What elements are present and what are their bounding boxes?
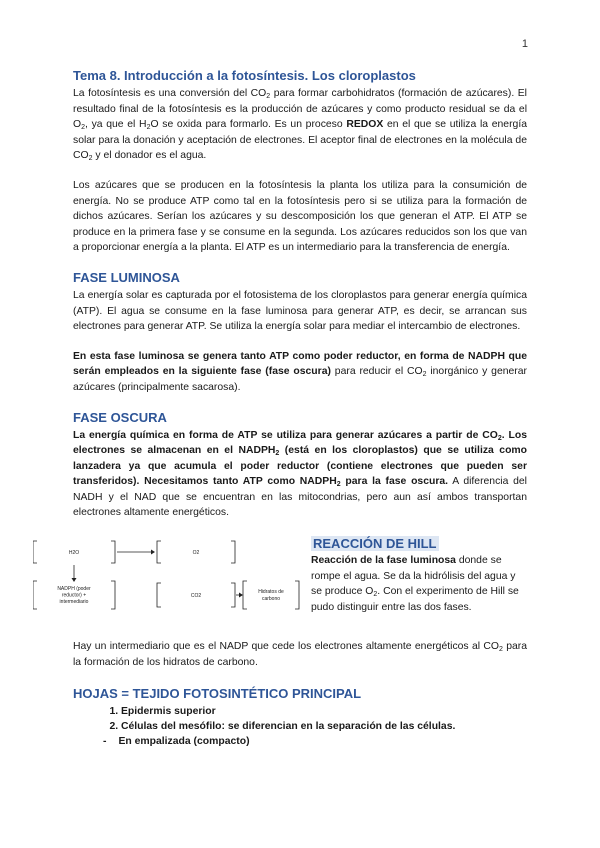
page-number: 1 (521, 38, 528, 50)
sublist-item: - En empalizada (compacto) (125, 734, 527, 749)
document-body (57, 68, 528, 749)
box-h2o-label: H2O (68, 550, 80, 557)
list-item: 2. Células del mesófilo: se diferencian en la separación de las células. (121, 719, 527, 734)
arrowhead-o2 (151, 550, 155, 555)
photosynthesis-flow-diagram (33, 539, 303, 619)
box-nadph-label-line-3: intermediario (59, 599, 89, 606)
hill-section (57, 535, 527, 631)
intro-paragraph-2: Los azúcares que se producen en la fotosíntesis la planta los utiliza para la consumición de energía. No se produce ATP como tal en la fotosíntesis pero si se utiliza para la formación de dichos azúcares. Serían los azúcares y su descomposición los que generan el ATP. El ATP se produce en la primera fase y se consume en la segunda. Los azúcares reducidos son los que van a proporcionar energía a la planta. El ATP es un intermediario para la transferencia de energía. (73, 179, 527, 254)
nadp-paragraph: Hay un intermediario que es el NADP que cede los electrones altamente energéticos al $CO_2$ para la formación de los hidratos de carbono. (73, 641, 527, 668)
heading-reaccion-hill: REACCIÓN DE HILL (313, 536, 437, 552)
page-title: Tema 8. Introducción a la fotosíntesis. Los cloroplastos (73, 68, 416, 83)
arrowhead-nadph (72, 578, 77, 582)
intro-paragraph-1: La fotosíntesis es una conversión del $CO_2$ para formar carbohidratos (formación de azúcares). El resultado final de la fotosíntesis es la producción de azúcares y como producto residual se da el $O_2$, ya que el $H_2O$ se oxida para formarlo. Es un proceso REDOX en el que se utiliza la energía solar para la donación y aceptación de electrones. El aceptor final de electrones en la molécula de $CO_2$ y el donador es el agua. (73, 88, 527, 163)
hill-paragraph: Reacción de la fase luminosa donde se rompe el agua. Se da la hidrólisis del agua y se produce $O_2$. Con el experimento de Hill se pudo distinguir entre las dos fases. (311, 555, 519, 613)
heading-fase-oscura: FASE OSCURA (73, 409, 167, 425)
box-hidratos-label-line-2: carbono (261, 596, 281, 603)
hidratos-box-bracket (243, 581, 299, 609)
arrowhead-hidratos (239, 593, 243, 598)
fase-luminosa-paragraph-2: En esta fase luminosa se genera tanto ATP como poder reductor, en forma de NADPH que serán empleados en la siguiente fase (fase oscura) para reducir el $CO_2$ inorgánico y generar azúcares (principalmente sacarosa). (73, 350, 528, 393)
hojas-sublist (73, 734, 527, 749)
box-hidratos-label-line-1: Hidratos de (258, 589, 284, 596)
hill-text-block (311, 535, 527, 615)
heading-hojas: HOJAS = TEJIDO FOTOSINTÉTICO PRINCIPAL (73, 686, 362, 702)
box-o2-label: O2 (192, 550, 200, 557)
hojas-list (73, 704, 527, 734)
fase-luminosa-paragraph-1: La energía solar es capturada por el fotosistema de los cloroplastos para generar energía química (ATP). El agua se consume en la fase luminosa para generar ATP, es decir, se arrancan sus electrones para generar ATP. Se utiliza la energía solar para mediar el intercambio de electrones. (73, 289, 527, 333)
box-nadph-label-line-2: reductor) + (61, 592, 87, 599)
heading-fase-luminosa: FASE LUMINOSA (73, 269, 180, 285)
fase-oscura-paragraph: La energía química en forma de ATP se utiliza para generar azúcares a partir de $CO_2$. Los electrones se almacenan en el $NADPH_2$ (está en los cloroplastos) que se utiliza como lanzadera ya que acumula el poder reductor (contiene electrones que pueden ser transferidos). Necesitamos tanto ATP como $NADPH_2$ para la fase oscura. A diferencia del NADH y el NAD que se encuentran en las mitocondrias, pero aun así ambos transportan electrones altamente energéticos. (73, 429, 527, 519)
list-item: 1. Epidermis superior (121, 704, 527, 719)
box-co2-label: CO2 (190, 593, 202, 600)
box-nadph-label-line-1: NADPH (poder (57, 586, 91, 593)
